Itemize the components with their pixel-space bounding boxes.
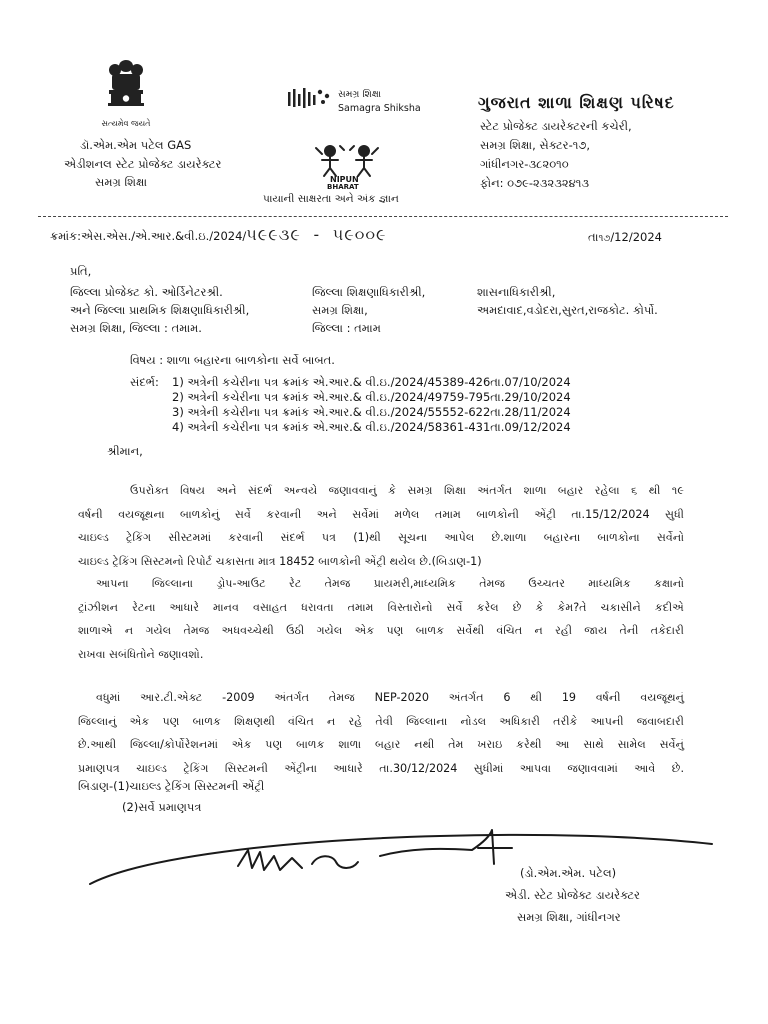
recipient-col3-line: શાસનાધિકારીશ્રી, xyxy=(477,285,556,299)
recipient-col1-line: સમગ્ર શિક્ષા, જિલ્લા : તમામ. xyxy=(70,321,202,335)
body-line: ચાઇલ્ડ ટ્રેકિંગ સિસ્ટમનો રિપોર્ટ ચકાસતા માત્ર 18452 બાળકોની એંટ્રી થયેલ છે.(બિડાણ-1) xyxy=(78,554,482,568)
reference-number xyxy=(50,225,387,244)
body-line: ઉપરોક્ત વિષય અને સંદર્ભ અન્વયે જણાવવાનું કે સમગ્ર શિક્ષા અંતર્ગત શાળા બહાર રહેલા ૬ થી ૧૯ xyxy=(130,484,684,497)
officer-name: ડૉ.એમ.એમ પટેલ GAS xyxy=(80,138,192,152)
salutation: શ્રીમાન, xyxy=(107,444,143,458)
body-line: જિલ્લાનું એક પણ બાળક શિક્ષણથી વંચિત ન રહે તેવી જિલ્લાના નોડલ અધિકારી તરીકે આપની જવાબદારી xyxy=(78,714,684,728)
body-line: પ્રમાણપત્ર ચાઇલ્ડ ટ્રેકિંગ સિસ્ટમની એંટ્રીના આધારે તા.30/12/2024 સુધીમાં આપવા જણાવવામાં આવે છે. xyxy=(78,761,684,775)
references-list xyxy=(172,375,571,435)
samagra-shiksha-logo-icon xyxy=(286,86,334,112)
date-prefix: તા xyxy=(588,230,599,244)
recipient-col2-line: જિલ્લા શિક્ષણાધિકારીશ્રી, xyxy=(312,285,426,299)
reference-number-prefix: ક્રમાંક:એસ.એસ./એ.આર.&વી.ઇ./2024/ xyxy=(50,229,247,243)
recipient-col1-line: અને જિલ્લા પ્રાથમિક શિક્ષણાધિકારીશ્રી, xyxy=(70,303,250,317)
bharat-text: BHARAT xyxy=(327,183,359,191)
org-name: ગુજરાત શાળા શિક્ષણ પરિષદ xyxy=(478,93,675,112)
letter-date xyxy=(588,230,662,246)
body-line: રાખવા સબંધિતોને જણાવશો. xyxy=(78,647,204,661)
date-suffix: /12/2024 xyxy=(610,230,662,244)
body-line: વર્ષની વયજૂથના બાળકોનું સર્વે કરવાની અને સર્વેમાં મળેલ તમામ બાળકોની એંટ્રી તા.15/12/2024 સુધી xyxy=(78,507,684,521)
address-line3: ગાંધીનગર-૩૮૨૦૧૦ xyxy=(480,157,569,171)
body-line: શાળાએ ન ગયેલ તેમજ અધવચ્ચેથી ઉઠી ગયેલ એક પણ બાળક સર્વેથી વંચિત ન રહી જાય તેની તકેદારી xyxy=(78,624,684,637)
reference-number-handwritten: ૫૯૯૩૯ - ૫૯૦૦૯ xyxy=(246,225,387,244)
recipient-col1 xyxy=(70,283,249,337)
reference-item: 2) અત્રેની કચેરીના પત્ર ક્રમાંક એ.આર.& વી.ઇ./2024/49759-795તા.29/10/2024 xyxy=(172,390,571,404)
subject-line: વિષય : શાળા બહારના બાળકોના સર્વે બાબત. xyxy=(130,353,335,367)
officer-designation: એડીશનલ સ્ટેટ પ્રોજેક્ટ ડાયરેક્ટર xyxy=(64,157,222,171)
body-line: વધુમાં આર.ટી.એક્ટ -2009 અંતર્ગત તેમજ NEP-2020 અંતર્ગત 6 થી 19 વર્ષની વયજૂથનું xyxy=(96,691,684,704)
body-paragraph-3 xyxy=(78,686,684,780)
emblem-caption: સત્યમેવ જયતે xyxy=(101,119,151,128)
date-handwritten: ૧૭ xyxy=(598,233,611,244)
body-paragraph-2 xyxy=(78,572,684,666)
reference-item: 4) અત્રેની કચેરીના પત્ર ક્રમાંક એ.આર.& વી.ઇ./2024/58361-431તા.09/12/2024 xyxy=(172,420,571,434)
header-divider xyxy=(38,216,728,217)
enclosure-2: (2)સર્વે પ્રમાણપત્ર xyxy=(122,800,202,814)
nipun-tagline: પાયાની સાક્ષરતા અને અંક જ્ઞાન xyxy=(263,193,399,205)
body-line: છે.આથી જિલ્લા/કોર્પોરેશનમાં એક પણ બાળક શાળા બહાર નથી તેમ ખરાઇ કરેથી આ સાથે સામેલ સર્વેનું xyxy=(78,738,684,751)
address-line2: સમગ્ર શિક્ષા, સેક્ટર-૧૭, xyxy=(480,138,591,152)
recipient-col3-line: અમદાવાદ,વડોદરા,સુરત,રાજકોટ. કોર્પો. xyxy=(477,303,658,317)
recipient-col3 xyxy=(477,283,658,319)
nipun-text: NIPUN xyxy=(330,175,359,184)
reference-item: 1) અત્રેની કચેરીના પત્ર ક્રમાંક એ.આર.& વી.ઇ./2024/45389-426તા.07/10/2024 xyxy=(172,375,571,389)
body-line: આપના જિલ્લાના ડ્રોપ-આઉટ રેટ તેમજ પ્રાયમરી,માધ્યમિક તેમજ ઉચ્ચતર માધ્યમિક કક્ષાનો xyxy=(96,577,684,590)
address-line1: સ્ટેટ પ્રોજેક્ટ ડાયરેક્ટરની કચેરી, xyxy=(480,119,632,133)
body-line: ટ્રાંઝીશન રેટના આધારે માનવ વસાહત ધરાવતા તમામ વિસ્તારોનો સર્વે કરેલ છે કે કેમ?તે ચકાસીને કદીએ xyxy=(78,600,684,614)
recipient-col2-line: જિલ્લા : તમામ xyxy=(312,321,381,335)
signatory-office: સમગ્ર શિક્ષા, ગાંધીનગર xyxy=(517,910,621,924)
references-label: સંદર્ભ: xyxy=(130,375,159,389)
phone-number: ફોન: ૦૭૯-૨૩૨૩૨૪૧૩ xyxy=(480,176,590,190)
body-paragraph-1 xyxy=(78,479,684,573)
signatory-name: (ડો.એમ.એમ. પટેલ) xyxy=(520,866,617,880)
reference-item: 3) અત્રેની કચેરીના પત્ર ક્રમાંક એ.આર.& વી.ઇ./2024/55552-622તા.28/11/2024 xyxy=(172,405,571,419)
samagra-english-text: Samagra Shiksha xyxy=(338,103,421,114)
samagra-gujarati-text: સમગ્ર શિક્ષા xyxy=(338,89,382,100)
signatory-designation: એડી. સ્ટેટ પ્રોજેક્ટ ડાયરેક્ટર xyxy=(505,888,640,902)
to-label: પ્રતિ, xyxy=(70,264,92,278)
recipient-col2 xyxy=(312,283,425,337)
recipient-col1-line: જિલ્લા પ્રોજેક્ટ કો. ઓર્ડિનેટરશ્રી. xyxy=(70,285,223,299)
recipient-col2-line: સમગ્ર શિક્ષા, xyxy=(312,303,368,317)
ashoka-emblem-icon xyxy=(100,56,152,116)
officer-office: સમગ્ર શિક્ષા xyxy=(95,175,148,189)
body-line: ચાઇલ્ડ ટ્રેકિંગ સીસ્ટમમાં કરવાની સંદર્ભ પત્ર (1)થી સૂચના આપેલ છે.શાળા બહારના બાળકોના સર્વેનો xyxy=(78,531,684,544)
enclosure-1: બિડાણ-(1)ચાઇલ્ડ ટ્રેકિંગ સિસ્ટમની એંટ્રી xyxy=(78,779,265,793)
